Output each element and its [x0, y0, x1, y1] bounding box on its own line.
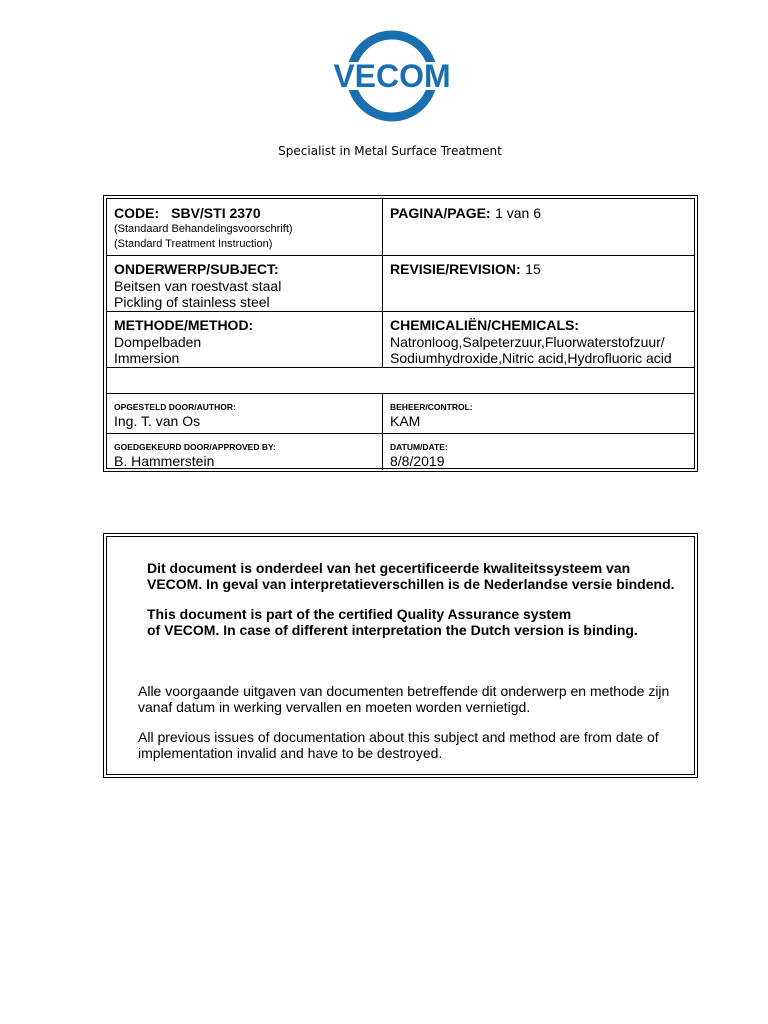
row-code-page [107, 199, 694, 256]
method-nl: Dompelbaden [114, 334, 202, 350]
previous-issues-dutch-line1: Alle voorgaande uitgaven van documenten betreffende dit onderwerp en methode zijn [138, 683, 670, 699]
approved-cell [107, 433, 383, 470]
subject-cell [107, 255, 383, 311]
code-cell [107, 199, 383, 255]
chemicals-cell [383, 311, 694, 367]
notice-dutch-line1: Dit document is onderdeel van het gecertificeerde kwaliteitssysteem van [147, 560, 631, 576]
row-author-control [107, 393, 694, 434]
control-value: KAM [390, 413, 421, 429]
previous-issues-dutch-line2: vanaf datum in werking vervallen en moeten worden vernietigd. [138, 699, 531, 715]
method-label: METHODE/METHOD: [114, 317, 254, 333]
page-cell [383, 199, 694, 255]
row-approved-date [107, 433, 694, 470]
chemicals-line2: Sodiumhydroxide,Nitric acid,Hydrofluoric acid [390, 350, 672, 366]
previous-issues-english-line2: implementation invalid and have to be destroyed. [138, 745, 443, 761]
row-empty [107, 367, 694, 394]
subject-label: ONDERWERP/SUBJECT: [114, 261, 279, 277]
code-note-en: (Standard Treatment Instruction) [114, 238, 273, 250]
author-label: OPGESTELD DOOR/AUTHOR: [114, 402, 236, 412]
previous-issues-english-line1: All previous issues of documentation about this subject and method are from date of [138, 729, 659, 745]
code-label: CODE: [114, 205, 160, 221]
method-cell [107, 311, 383, 367]
notice-english [147, 606, 638, 638]
row-subject-revision [107, 255, 694, 312]
control-cell [383, 393, 694, 433]
author-value: Ing. T. van Os [114, 413, 201, 429]
row-method-chemicals [107, 311, 694, 368]
approved-value: B. Hammerstein [114, 453, 215, 469]
method-en: Immersion [114, 350, 180, 366]
vecom-logo [330, 28, 454, 124]
notice-box [103, 533, 698, 778]
control-label: BEHEER/CONTROL: [390, 402, 473, 412]
author-cell [107, 393, 383, 433]
date-value: 8/8/2019 [390, 453, 445, 469]
chemicals-label: CHEMICALIËN/CHEMICALS: [390, 317, 579, 333]
document-info-table [103, 195, 698, 472]
notice-dutch-line2: VECOM. In geval van interpretatieverschillen is de Nederlandse versie bindend. [147, 576, 675, 592]
subject-nl: Beitsen van roestvast staal [114, 278, 282, 294]
revision-value: 15 [525, 261, 541, 277]
chemicals-line1: Natronloog,Salpeterzuur,Fluorwaterstofzuur/ [390, 334, 665, 350]
page-value: 1 van 6 [495, 205, 541, 221]
notice-dutch [147, 560, 675, 592]
approved-label: GOEDGEKEURD DOOR/APPROVED BY: [114, 442, 276, 452]
notice-english-line1: This document is part of the certified Quality Assurance system [147, 606, 572, 622]
page-label: PAGINA/PAGE: [390, 205, 491, 221]
date-label: DATUM/DATE: [390, 442, 448, 452]
code-value: SBV/STI 2370 [171, 205, 261, 221]
revision-label: REVISIE/REVISION: [390, 261, 521, 277]
logo-text: VECOM [333, 58, 451, 94]
revision-cell [383, 255, 694, 311]
previous-issues-dutch [138, 683, 669, 715]
subject-en: Pickling of stainless steel [114, 294, 270, 310]
tagline: Specialist in Metal Surface Treatment [278, 144, 502, 158]
notice-english-line2: of VECOM. In case of different interpretation the Dutch version is binding. [147, 622, 638, 638]
date-cell [383, 433, 694, 470]
previous-issues-english [138, 729, 659, 761]
code-note-nl: (Standaard Behandelingsvoorschrift) [114, 223, 293, 235]
vecom-logo-mark [330, 28, 454, 124]
